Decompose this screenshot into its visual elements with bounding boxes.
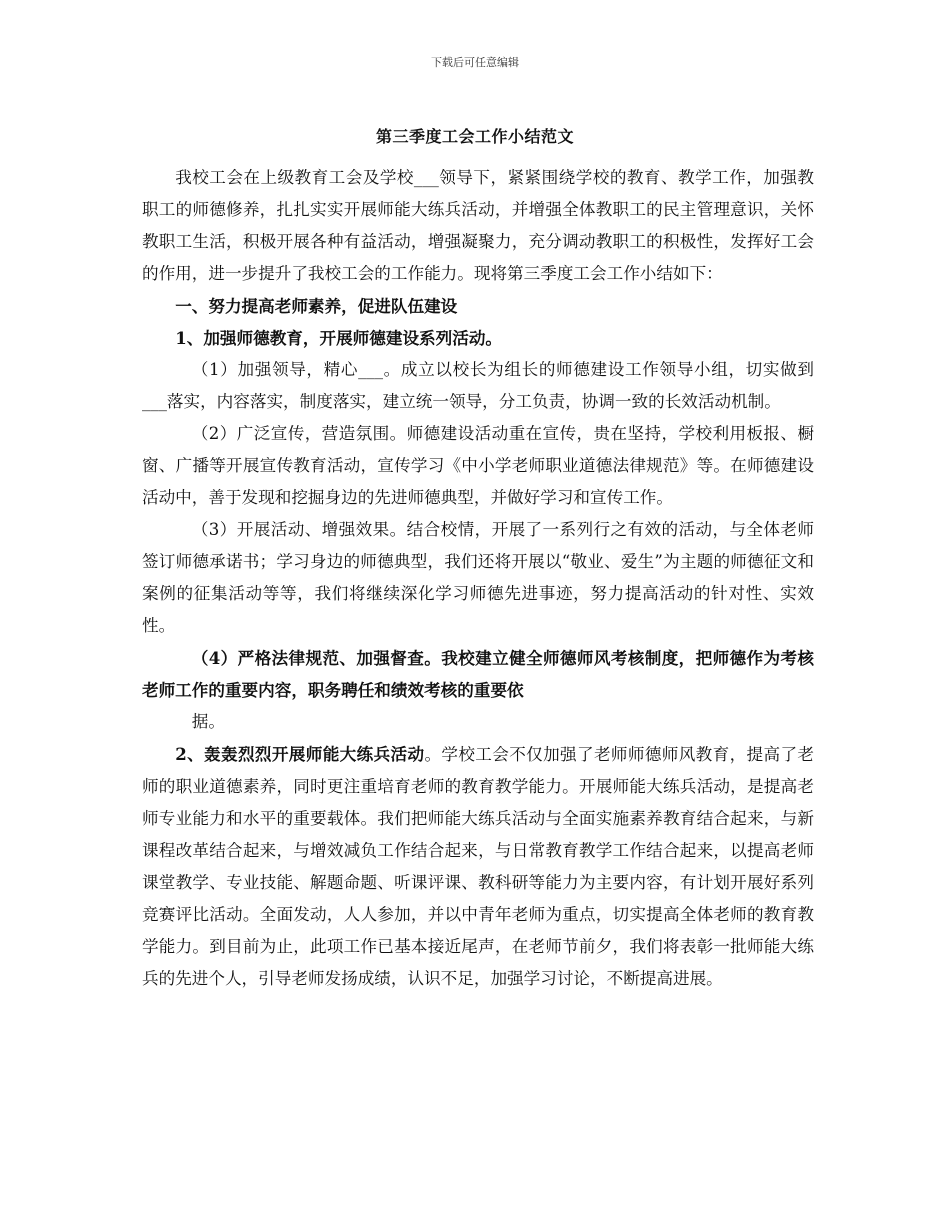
item-paragraph-4-tail: 据。	[191, 712, 225, 731]
intro-paragraph: 我校工会在上级教育工会及学校___领导下，紧紧围绕学校的教育、教学工作，加强教职工的师德修养，扎扎实实开展师能大练兵活动，并增强全体教职工的民主管理意识，关怀教职工生活，积极开展各种有益活动，增强凝聚力，充分调动教职工的积极性，发挥好工会的作用，进一步提升了我校工会的工作能力。现将第三季度工会工作小结如下：	[142, 168, 814, 283]
item-paragraph-4: （4）严格法律规范、加强督查。我校建立健全师德师风考核制度，把师德作为考核老师工作的重要内容，职务聘任和绩效考核的重要依	[142, 648, 814, 700]
item-paragraph-2: （2）广泛宣传，营造氛围。师德建设活动重在宣传，贵在坚持，学校利用板报、橱窗、广播等开展宣传教育活动，宣传学习《中小学老师职业道德法律规范》等。在师德建设活动中，善于发现和挖掘身边的先进师德典型，并做好学习和宣传工作。	[142, 424, 814, 507]
subsection-heading-2: 2、轰轰烈烈开展师能大练兵活动	[175, 744, 425, 764]
item-paragraph-3: （3）开展活动、增强效果。结合校情，开展了一系列行之有效的活动，与全体老师签订师德承诺书；学习身边的师德典型，我们还将开展以“敬业、爱生”为主题的师德征文和案例的征集活动等等，我们将继续深化学习师德先进事迹，努力提高活动的针对性、实效性。	[142, 520, 814, 635]
item-paragraph-1: （1）加强领导，精心___。成立以校长为组长的师德建设工作领导小组，切实做到___落实，内容落实，制度落实，建立统一领导，分工负责，协调一致的长效活动机制。	[142, 360, 814, 411]
header-note: 下载后可任意编辑	[431, 56, 519, 69]
subsection-heading-1: 1、加强师德教育，开展师德建设系列活动。	[175, 328, 503, 348]
section-heading-1: 一、努力提高老师素养，促进队伍建设	[175, 296, 458, 316]
document-body	[142, 162, 814, 995]
document-title: 第三季度工会工作小结范文	[375, 127, 574, 146]
subsection-paragraph-2	[142, 738, 814, 995]
subsection-body-2: 。学校工会不仅加强了老师师德师风教育，提高了老师的职业道德素养，同时更注重培育老师的教育教学能力。开展师能大练兵活动，是提高老师专业能力和水平的重要载体。我们把师能大练兵活动与全面实施素养教育结合起来，与新课程改革结合起来，与增效减负工作结合起来，与日常教育教学工作结合起来，以提高老师课堂教学、专业技能、解题命题、听课评课、教科研等能力为主要内容，有计划开展好系列竞赛评比活动。全面发动，人人参加，并以中青年老师为重点，切实提高全体老师的教育教学能力。到目前为止，此项工作已基本接近尾声，在老师节前夕，我们将表彰一批师能大练兵的先进个人，引导老师发扬成绩，认识不足，加强学习讨论，不断提高进展。	[142, 745, 814, 988]
